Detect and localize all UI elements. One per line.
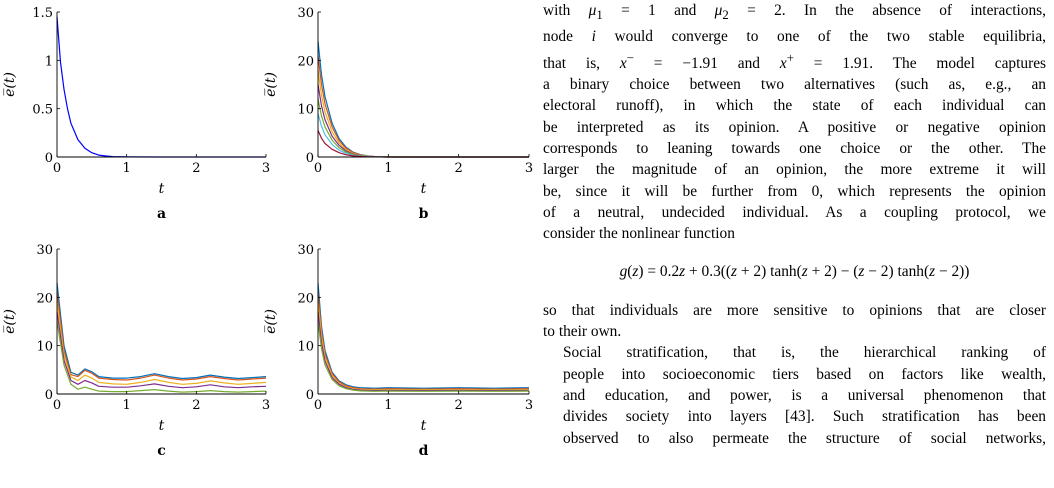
- x-tick-label-a: 1: [122, 161, 131, 176]
- series-line-a-1: [57, 17, 266, 157]
- y-tick-label-b: 0: [305, 151, 314, 166]
- y-tick-label-d: 30: [297, 243, 314, 258]
- y-tick-label-a: 0: [44, 151, 53, 166]
- stratification-line: people into socioeconomic tiers based on factors like wealth,: [563, 365, 1046, 383]
- x-tick-label-b: 3: [524, 161, 534, 176]
- x-axis-label-a: t: [158, 181, 165, 197]
- panel-b: [263, 6, 533, 222]
- y-tick-label-d: 20: [297, 291, 314, 307]
- series-line-c-1: [57, 283, 266, 379]
- series-line-d-5: [318, 322, 529, 392]
- series-line-b-1: [318, 41, 529, 157]
- x-axis-label-c: t: [158, 418, 165, 434]
- x-tick-label-d: 3: [524, 398, 534, 413]
- y-tick-label-c: 0: [44, 388, 53, 403]
- y-axis-label-c: e̅(t): [2, 309, 18, 334]
- x-tick-label-d: 2: [454, 398, 463, 413]
- model-description-line: with $\mu_1 = 1$ and $\mu_2 = 2$. In the absence of interactions,: [543, 2, 1046, 23]
- x-tick-label-c: 1: [122, 398, 131, 413]
- sensitivity-line: to their own.: [543, 323, 622, 341]
- series-line-b-5: [318, 99, 529, 157]
- series-line-b-2: [318, 56, 529, 158]
- y-tick-label-b: 20: [297, 54, 314, 70]
- y-tick-label-c: 30: [36, 243, 53, 258]
- panel-letter-d: d: [418, 443, 429, 459]
- stratification-line: and education, and power, is a universal phenomenon that: [563, 386, 1046, 404]
- y-tick-label-c: 20: [36, 291, 53, 307]
- model-description-line: of a neutral, undecided individual. As a coupling protocol, we: [543, 203, 1046, 221]
- y-axis-label-b: e̅(t): [263, 72, 279, 97]
- y-tick-label-a: 1: [44, 54, 53, 70]
- x-tick-label-c: 3: [261, 398, 271, 413]
- y-tick-label-a: 1.5: [32, 6, 53, 21]
- panel-c: [2, 243, 270, 459]
- y-axis-label-a: e̅(t): [2, 72, 18, 97]
- equation-coupling-function: g(z) = 0.2z + 0.3((z + 2) tanh(z + 2) − (z − 2) tanh(z − 2)): [619, 263, 970, 281]
- stratification-line: divides society into layers [43]. Such stratification has been: [563, 408, 1046, 426]
- series-line-d-4: [318, 312, 529, 391]
- model-description-line: a binary choice between two alternatives (such as, e.g., an: [543, 76, 1046, 94]
- x-tick-label-a: 0: [52, 161, 62, 176]
- series-line-b-4: [318, 85, 529, 158]
- paragraph-model-description: [543, 0, 1046, 244]
- series-line-d-3: [318, 302, 529, 390]
- model-description-line: corresponds to leaning towards one choice or the other. The: [543, 139, 1046, 157]
- y-tick-label-b: 10: [297, 102, 314, 118]
- body-text-column: [543, 0, 1046, 484]
- x-tick-label-a: 3: [261, 161, 271, 176]
- model-description-line: be, since it will be further from 0, which represents the opinion: [543, 182, 1046, 200]
- x-tick-label-d: 0: [313, 398, 323, 413]
- x-axis-label-d: t: [420, 418, 427, 434]
- y-tick-label-a: 0.5: [32, 102, 53, 118]
- y-tick-label-b: 30: [297, 6, 314, 21]
- series-line-d-1: [318, 283, 529, 388]
- y-tick-label-c: 10: [36, 339, 53, 355]
- y-tick-label-d: 0: [305, 388, 314, 403]
- stratification-line: observed to also permeate the structure of social networks,: [563, 429, 1046, 447]
- x-tick-label-b: 1: [384, 161, 393, 176]
- y-tick-label-d: 10: [297, 339, 314, 355]
- stratification-line: Social stratification, that is, the hierarchical ranking of: [563, 344, 1046, 362]
- model-description-line: consider the nonlinear function: [543, 225, 735, 243]
- panel-d: [263, 243, 533, 459]
- paragraph-sensitivity: [543, 300, 1046, 343]
- paragraph-social-stratification: [543, 342, 1046, 448]
- model-description-line: node i would converge to one of the two stable equilibria,: [543, 28, 1046, 46]
- x-tick-label-d: 1: [384, 398, 393, 413]
- panel-letter-a: a: [156, 206, 167, 222]
- model-description-line: electoral runoff), in which the state of each individual can: [543, 97, 1046, 115]
- series-line-b-3: [318, 70, 529, 157]
- panel-a: [2, 6, 270, 222]
- x-tick-label-c: 2: [192, 398, 201, 413]
- x-tick-label-c: 0: [52, 398, 62, 413]
- series-line-c-2: [57, 293, 266, 381]
- panel-letter-b: b: [418, 206, 429, 222]
- x-tick-label-b: 2: [454, 161, 463, 176]
- y-axis-label-d: e̅(t): [263, 309, 279, 334]
- model-description-line: be interpreted as its opinion. A positive or negative opinion: [543, 118, 1046, 136]
- x-tick-label-b: 0: [313, 161, 323, 176]
- model-description-line: that is, x− = −1.91 and x+ = 1.91. The model captures: [543, 50, 1046, 72]
- sensitivity-line: so that individuals are more sensitive to opinions that are closer: [543, 301, 1046, 319]
- panel-letter-c: c: [157, 443, 166, 459]
- series-line-d-2: [318, 293, 529, 390]
- x-axis-label-b: t: [420, 181, 427, 197]
- model-description-line: larger the magnitude of an opinion, the more extreme it will: [543, 161, 1046, 179]
- x-tick-label-a: 2: [192, 161, 201, 176]
